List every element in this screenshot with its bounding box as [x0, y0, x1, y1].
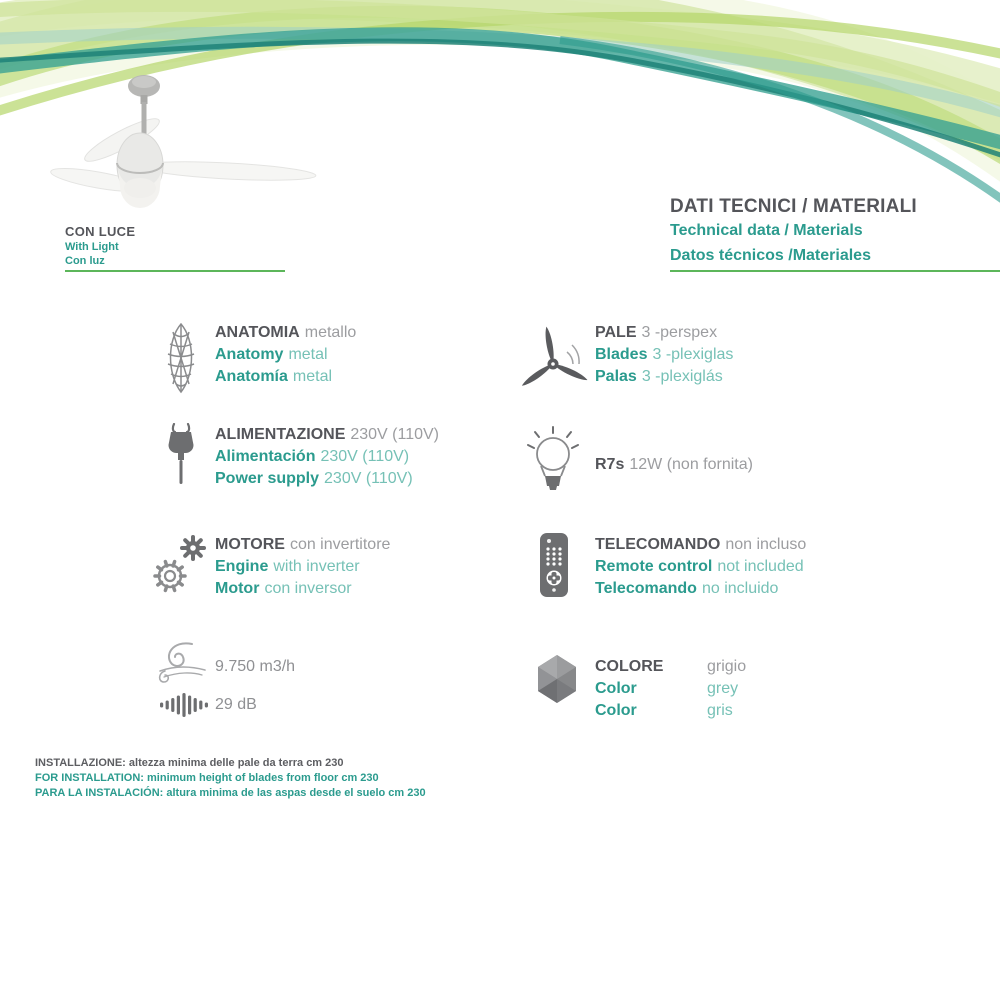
spec-power-line-it: [215, 424, 439, 446]
spec-value: non incluso: [725, 536, 807, 553]
spec-blades-line-en: [595, 344, 733, 366]
spec-remote: [595, 534, 806, 600]
spec-value: not included: [717, 558, 804, 575]
fan-blades-icon: [517, 320, 589, 394]
installation-footnote: [35, 756, 426, 801]
spec-value: 3 -plexiglás: [641, 368, 723, 385]
spec-label: Telecomando: [595, 580, 697, 597]
spec-value: metal: [288, 346, 328, 363]
footnote-line-en: FOR INSTALLATION: minimum height of blades from floor cm 230: [35, 772, 379, 784]
left-divider-rule: [65, 270, 285, 272]
footnote-line-it: INSTALLAZIONE: altezza minima delle pale da terra cm 230: [35, 757, 344, 769]
leaf-anatomy-icon: [159, 322, 203, 394]
ceiling-fan-photo: [40, 68, 360, 218]
spec-value: 12W (non fornita): [629, 456, 753, 473]
spec-color-line-es: [595, 700, 746, 722]
spec-value: metallo: [304, 324, 357, 341]
spec-remote-line-es: [595, 578, 806, 600]
spec-motor: [215, 534, 390, 600]
spec-value: grey: [707, 680, 739, 697]
section-heading-title: DATI TECNICI / MATERIALI: [670, 196, 917, 217]
spec-label: ALIMENTAZIONE: [215, 426, 346, 443]
spec-value: gris: [707, 702, 733, 719]
gears-icon: [149, 533, 213, 599]
spec-label: Palas: [595, 368, 637, 385]
spec-blades-line-it: [595, 322, 733, 344]
spec-value: 230V (110V): [320, 448, 410, 465]
spec-label: Power supply: [215, 470, 320, 487]
spec-value: no incluido: [701, 580, 779, 597]
spec-label: TELECOMANDO: [595, 536, 721, 553]
spec-blades: [595, 322, 733, 388]
spec-label: Anatomía: [215, 368, 288, 385]
section-heading-line2: Technical data / Materials: [670, 222, 863, 239]
spec-label: PALE: [595, 324, 637, 341]
spec-anatomy: [215, 322, 356, 388]
spec-value: metal: [292, 368, 333, 385]
spec-noise-value: 29 dB: [215, 696, 257, 713]
spec-power-line-en: [215, 468, 439, 490]
spec-remote-line-en: [595, 556, 806, 578]
spec-value: with inverter: [273, 558, 360, 575]
spec-airflow-value: 9.750 m3/h: [215, 658, 296, 675]
spec-power-supply: [215, 424, 439, 490]
spec-label: MOTORE: [215, 536, 285, 553]
spec-power-line-es: [215, 446, 439, 468]
footnote-line-es: PARA LA INSTALACIÓN: altura minima de las aspas desde el suelo cm 230: [35, 787, 426, 799]
spec-anatomy-line-it: [215, 322, 356, 344]
spec-color-line-en: [595, 678, 746, 700]
power-plug-icon: [163, 423, 199, 501]
spec-anatomy-line-es: [215, 366, 356, 388]
remote-control-icon: [540, 533, 568, 597]
spec-motor-line-it: [215, 534, 390, 556]
photo-caption-line3: Con luz: [65, 255, 105, 267]
photo-caption-title: CON LUCE: [65, 224, 136, 239]
spec-label: Anatomy: [215, 346, 284, 363]
spec-label: ANATOMIA: [215, 324, 300, 341]
airflow-swirl-icon: [156, 638, 206, 686]
spec-anatomy-line-en: [215, 344, 356, 366]
spec-value: 230V (110V): [350, 426, 440, 443]
spec-value: 230V (110V): [324, 470, 413, 487]
spec-value: 3 -perspex: [641, 324, 718, 341]
spec-value: con inversor: [264, 580, 352, 597]
spec-blades-line-es: [595, 366, 733, 388]
light-bulb-icon: [526, 426, 580, 496]
spec-color: [595, 656, 746, 722]
spec-label: Color: [595, 680, 637, 697]
spec-lamp: [595, 454, 753, 476]
spec-label: Blades: [595, 346, 648, 363]
right-divider-rule: [670, 270, 1000, 272]
photo-caption-line2: With Light: [65, 241, 119, 253]
spec-label: Remote control: [595, 558, 713, 575]
spec-label: Motor: [215, 580, 260, 597]
noise-level-icon: [158, 692, 210, 718]
spec-value: con invertitore: [289, 536, 391, 553]
spec-label: Color: [595, 702, 637, 719]
spec-value: 3 -plexiglas: [652, 346, 734, 363]
spec-motor-line-es: [215, 578, 390, 600]
spec-motor-line-en: [215, 556, 390, 578]
section-heading-line3: Datos técnicos /Materiales: [670, 247, 871, 264]
spec-label: Engine: [215, 558, 269, 575]
spec-label: R7s: [595, 456, 625, 473]
color-gem-icon: [535, 654, 579, 704]
spec-remote-line-it: [595, 534, 806, 556]
spec-label: Alimentación: [215, 448, 316, 465]
spec-color-line-it: [595, 656, 746, 678]
spec-value: grigio: [707, 658, 747, 675]
spec-label: COLORE: [595, 658, 664, 675]
